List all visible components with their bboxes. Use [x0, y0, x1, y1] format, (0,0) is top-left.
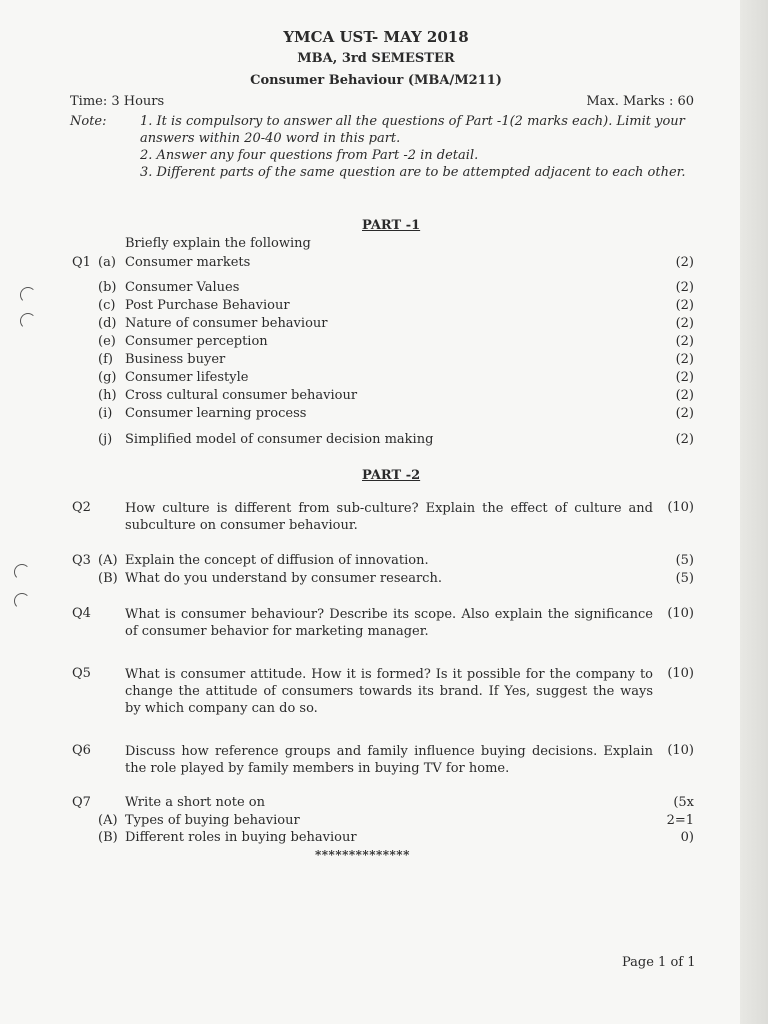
q1-letter: (b)	[98, 280, 117, 295]
q5-marks: (10)	[667, 666, 694, 681]
q7-marks-line1: (5x	[673, 795, 694, 810]
q1-item-marks: (2)	[675, 388, 694, 403]
q3-number: Q3	[72, 553, 91, 568]
q7-intro: Write a short note on	[125, 795, 265, 810]
q3b-letter: (B)	[98, 571, 118, 586]
part1-heading: PART -1	[362, 218, 421, 233]
q1-letter: (c)	[98, 298, 116, 313]
q1-letter: (h)	[98, 388, 117, 403]
page-number: Page 1 of 1	[622, 955, 696, 970]
q1-letter: (d)	[98, 316, 117, 331]
binder-hole-mark	[20, 287, 36, 303]
q1-item-marks: (2)	[675, 298, 694, 313]
note-1a: 1. It is compulsory to answer all the questions of Part -1(2 marks each). Limit your	[140, 114, 685, 129]
q3a-text: Explain the concept of diffusion of innovation.	[125, 553, 429, 568]
q1-item: Consumer Values	[125, 280, 240, 295]
q6-marks: (10)	[667, 743, 694, 758]
part2-heading: PART -2	[362, 468, 421, 483]
q1-item-marks: (2)	[675, 432, 694, 447]
q7-marks-line2: 2=1	[666, 813, 694, 828]
q1-item-marks: (2)	[675, 352, 694, 367]
q7-number: Q7	[72, 795, 91, 810]
q3b-text: What do you understand by consumer research.	[125, 571, 442, 586]
q6-number: Q6	[72, 743, 91, 758]
q1-item: Consumer perception	[125, 334, 268, 349]
q7b-letter: (B)	[98, 830, 118, 845]
program-name: MBA, 3rd SEMESTER	[297, 51, 455, 66]
part1-intro: Briefly explain the following	[125, 236, 311, 251]
binder-hole-mark	[14, 593, 30, 609]
q1-number: Q1	[72, 255, 91, 270]
binder-hole-mark	[14, 564, 30, 580]
course-name: Consumer Behaviour (MBA/M211)	[250, 73, 502, 88]
q3a-marks: (5)	[675, 553, 694, 568]
q1-item-marks: (2)	[675, 334, 694, 349]
q7-marks-line3: 0)	[680, 830, 694, 845]
q1-letter: (j)	[98, 432, 113, 447]
q1-item-marks: (2)	[675, 280, 694, 295]
note-label: Note:	[70, 114, 107, 129]
q1-item: Nature of consumer behaviour	[125, 316, 328, 331]
q1-item: Cross cultural consumer behaviour	[125, 388, 358, 403]
q4-marks: (10)	[667, 606, 694, 621]
q1-letter: (i)	[98, 406, 113, 421]
q4-text: What is consumer behaviour? Describe its scope. Also explain the significance of consumer behavior for marketing manager.	[125, 607, 653, 639]
note-3: 3. Different parts of the same question are to be attempted adjacent to each other.	[140, 165, 686, 180]
q7a-text: Types of buying behaviour	[125, 813, 300, 828]
q5-text: What is consumer attitude. How it is formed? Is it possible for the company to change the attitude of consumers towards its brand. If Yes, suggest the ways by which company can do so.	[125, 667, 653, 716]
q1-letter: (a)	[98, 255, 116, 270]
note-2: 2. Answer any four questions from Part -2 in detail.	[140, 148, 479, 163]
q1-item: Post Purchase Behaviour	[125, 298, 290, 313]
q6-text: Discuss how reference groups and family influence buying decisions. Explain the role played by family members in buying TV for home.	[125, 744, 653, 776]
q4-number: Q4	[72, 606, 91, 621]
binder-hole-mark	[20, 313, 36, 329]
end-marker: **************	[315, 848, 410, 862]
q3b-marks: (5)	[675, 571, 694, 586]
q1-item-marks: (2)	[675, 316, 694, 331]
q1-item: Simplified model of consumer decision making	[125, 432, 434, 447]
q2-text: How culture is different from sub-culture? Explain the effect of culture and subculture on consumer behaviour.	[125, 501, 653, 533]
max-marks: Max. Marks : 60	[586, 94, 694, 109]
q7a-letter: (A)	[98, 813, 118, 828]
q1-letter: (f)	[98, 352, 113, 367]
q1-item-marks: (2)	[675, 406, 694, 421]
note-1b: answers within 20-40 word in this part.	[140, 131, 401, 146]
q1-item: Consumer markets	[125, 255, 251, 270]
q5-number: Q5	[72, 666, 91, 681]
q1-item: Consumer learning process	[125, 406, 307, 421]
q1-letter: (e)	[98, 334, 116, 349]
q1-item: Business buyer	[125, 352, 226, 367]
q1-item-marks: (2)	[675, 255, 694, 270]
q7b-text: Different roles in buying behaviour	[125, 830, 357, 845]
page-edge-shadow	[740, 0, 768, 1024]
q2-number: Q2	[72, 500, 91, 515]
q1-item: Consumer lifestyle	[125, 370, 249, 385]
time-allowed: Time: 3 Hours	[70, 94, 165, 109]
q3a-letter: (A)	[98, 553, 118, 568]
q1-item-marks: (2)	[675, 370, 694, 385]
q1-letter: (g)	[98, 370, 117, 385]
q2-marks: (10)	[667, 500, 694, 515]
exam-title: YMCA UST- MAY 2018	[283, 28, 469, 46]
